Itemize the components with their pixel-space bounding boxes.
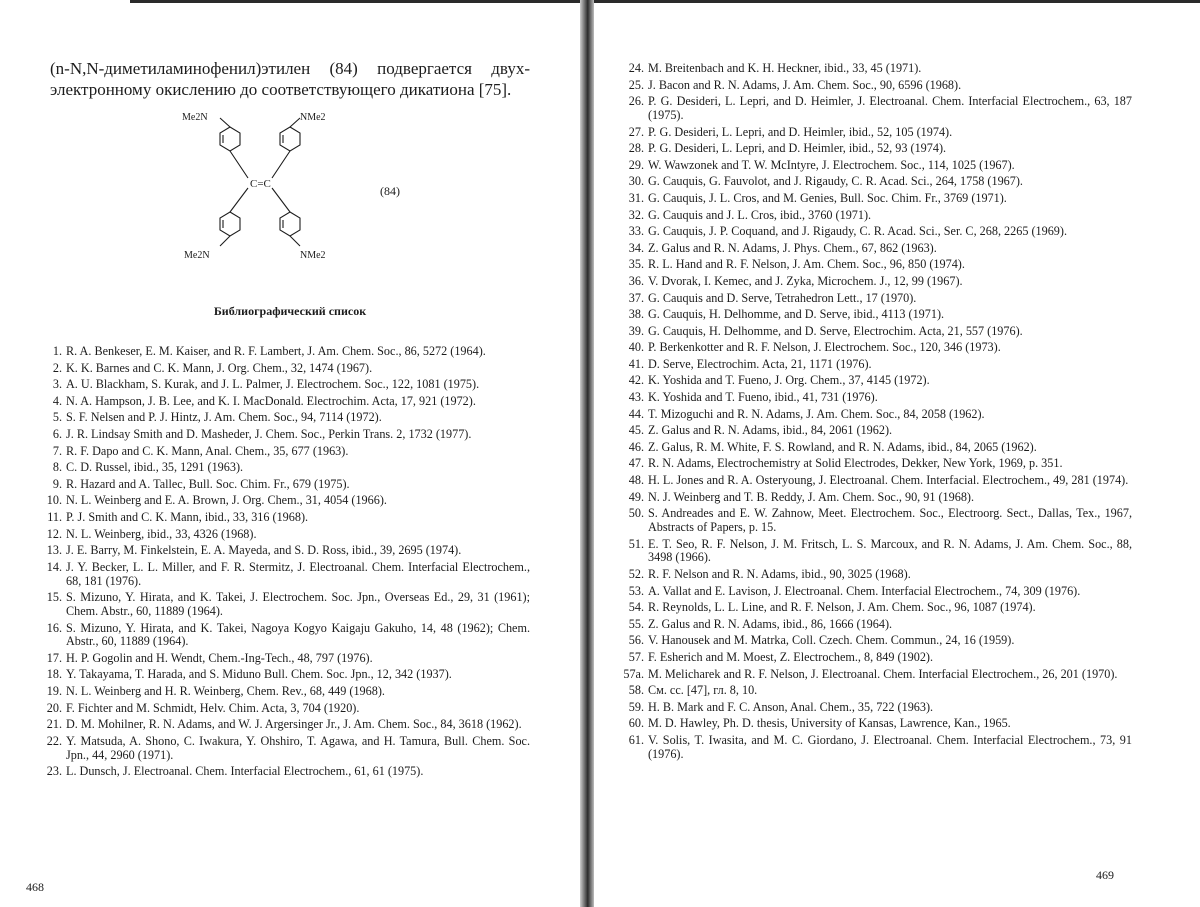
reference-number: 51. [628, 536, 644, 551]
reference-text: W. Wawzonek and T. W. McIntyre, J. Electrochem. Soc., 114, 1025 (1967). [648, 157, 1015, 172]
reference-entry [628, 616, 1132, 632]
reference-number: 48. [628, 473, 644, 488]
reference-text: N. A. Hampson, J. B. Lee, and K. I. MacDonald. Electrochim. Acta, 17, 921 (1972). [66, 393, 476, 408]
reference-text: Y. Matsuda, A. Shono, C. Iwakura, Y. Ohshiro, T. Agawa, and H. Tamura, Bull. Chem. Soc. Jpn., 44, 2960 (1971). [66, 733, 530, 762]
reference-entry [628, 732, 1132, 762]
reference-text: P. G. Desideri, L. Lepri, and D. Heimler, ibid., 52, 93 (1974). [648, 141, 947, 156]
reference-text: F. Fichter and M. Schmidt, Helv. Chim. Acta, 3, 704 (1920). [66, 700, 360, 715]
reference-number: 61. [628, 732, 644, 747]
reference-number: 38. [628, 307, 644, 322]
reference-number: 3. [52, 377, 62, 392]
reference-number: 42. [628, 373, 644, 388]
reference-text: G. Cauquis and D. Serve, Tetrahedron Lett., 17 (1970). [648, 290, 917, 305]
reference-entry [628, 356, 1132, 372]
reference-text: H. P. Gogolin and H. Wendt, Chem.-Ing-Tech., 48, 797 (1976). [66, 650, 373, 665]
reference-text: P. Berkenkotter and R. F. Nelson, J. Electrochem. Soc., 120, 346 (1973). [648, 340, 1001, 355]
reference-number: 30. [628, 174, 644, 189]
intro-line-1: (n-N,N-диметиламинофенил)этилен (84) подвергается двух- [50, 59, 530, 78]
reference-text: J. Bacon and R. N. Adams, J. Am. Chem. Soc., 90, 6596 (1968). [648, 77, 962, 92]
reference-text: R. Hazard and A. Tallec, Bull. Soc. Chim. Fr., 679 (1975). [66, 476, 350, 491]
reference-entry [50, 478, 530, 492]
reference-entry [628, 649, 1132, 665]
reference-entry [628, 141, 1132, 156]
reference-number: 44. [628, 406, 644, 421]
reference-number: 26. [628, 94, 644, 109]
label-me2n-top-left: Me2N [182, 112, 208, 123]
reference-number: 54. [628, 600, 644, 615]
reference-text: N. L. Weinberg and H. R. Weinberg, Chem. Rev., 68, 449 (1968). [66, 684, 385, 699]
reference-text: См. сс. [47], гл. 8, 10. [648, 683, 758, 698]
reference-number: 7. [52, 443, 62, 458]
reference-entry [628, 207, 1132, 223]
reference-text: H. B. Mark and F. C. Anson, Anal. Chem., 35, 722 (1963). [648, 699, 934, 714]
label-me2n-bottom-left: Me2N [184, 250, 210, 261]
reference-text: N. J. Weinberg and T. B. Reddy, J. Am. Chem. Soc., 90, 91 (1968). [648, 489, 975, 504]
reference-number: 17. [46, 650, 62, 665]
reference-entry [628, 240, 1132, 256]
book-gutter [580, 0, 594, 907]
reference-number: 41. [628, 356, 644, 371]
reference-number: 21. [46, 717, 62, 732]
reference-text: A. Vallat and E. Lavison, J. Electroanal. Chem. Interfacial Electrochem., 74, 309 (1976). [648, 583, 1081, 598]
reference-number: 50. [628, 506, 644, 521]
reference-entry [50, 345, 530, 359]
reference-entry [50, 395, 530, 409]
reference-number: 60. [628, 716, 644, 731]
reference-entry [628, 77, 1132, 93]
reference-entry [46, 684, 530, 699]
label-nme2-top-right: NMe2 [300, 112, 326, 123]
reference-text: R. Reynolds, L. L. Line, and R. F. Nelson, J. Am. Chem. Soc., 96, 1087 (1974). [648, 600, 1036, 615]
reference-entry [46, 700, 530, 716]
reference-number: 29. [628, 157, 644, 172]
reference-text: J. Y. Becker, L. L. Miller, and F. R. Stermitz, J. Electroanal. Chem. Interfacial Electrochem., 68, 181 (1976). [66, 559, 530, 588]
reference-entry [46, 667, 530, 682]
reference-number: 19. [46, 684, 62, 699]
reference-text: V. Solis, T. Iwasita, and M. C. Giordano, J. Electroanal. Chem. Interfacial Electrochem., 73, 91 (1976). [648, 732, 1132, 761]
reference-entry [628, 489, 1132, 505]
reference-text: F. Esherich and M. Moest, Z. Electrochem., 8, 849 (1902). [648, 649, 934, 664]
reference-text: J. R. Lindsay Smith and D. Masheder, J. Chem. Soc., Perkin Trans. 2, 1732 (1977). [66, 426, 472, 441]
reference-number: 52. [628, 567, 644, 582]
label-c-c-center: C=C [250, 178, 271, 190]
reference-text: M. Melicharek and R. F. Nelson, J. Electroanal. Chem. Interfacial Electrochem., 26, 201 (1970). [648, 666, 1118, 681]
reference-entry [623, 666, 1132, 682]
top-edge-line [130, 0, 580, 3]
reference-number: 56. [628, 633, 644, 648]
reference-text: K. K. Barnes and C. K. Mann, J. Org. Chem., 32, 1474 (1967). [66, 360, 373, 375]
reference-text: Y. Takayama, T. Harada, and S. Miduno Bull. Chem. Soc. Jpn., 12, 342 (1937). [66, 667, 452, 682]
reference-entry [628, 174, 1132, 189]
reference-entry [628, 439, 1132, 455]
reference-text: S. Mizuno, Y. Hirata, and K. Takei, J. Electrochem. Soc. Jpn., Overseas Ed., 29, 31 (1961); Chem. Abstr., 60, 11889 (1964). [66, 590, 530, 618]
reference-entry [628, 473, 1132, 488]
reference-number: 20. [46, 700, 62, 715]
reference-text: G. Cauquis, J. L. Cros, and M. Genies, Bull. Soc. Chim. Fr., 3769 (1971). [648, 190, 1007, 205]
reference-text: J. E. Barry, M. Finkelstein, E. A. Mayeda, and S. D. Ross, ibid., 39, 2695 (1974). [66, 543, 462, 558]
reference-number: 2. [52, 360, 62, 375]
reference-number: 46. [628, 439, 644, 454]
reference-entry [628, 157, 1132, 173]
reference-entry [628, 600, 1132, 615]
reference-number: 53. [628, 583, 644, 598]
reference-entry [46, 543, 530, 558]
reference-text: H. L. Jones and R. A. Osteryoung, J. Electroanal. Chem. Interfacial. Electrochem., 49, 281 (1974). [648, 473, 1129, 488]
reference-entry [628, 323, 1132, 339]
reference-number: 47. [628, 456, 644, 471]
reference-number: 28. [628, 141, 644, 156]
reference-entry [628, 583, 1132, 599]
reference-entry [50, 378, 530, 392]
reference-text: Z. Galus, R. M. White, F. S. Rowland, and R. N. Adams, ibid., 84, 2065 (1962). [648, 439, 1037, 454]
reference-text: K. Yoshida and T. Fueno, J. Org. Chem., 37, 4145 (1972). [648, 373, 930, 388]
reference-text: Z. Galus and R. N. Adams, ibid., 86, 1666 (1964). [648, 616, 893, 631]
reference-entry [628, 633, 1132, 648]
reference-entry [50, 362, 530, 376]
reference-entry [628, 190, 1132, 206]
section-heading: Библиографический список [213, 304, 367, 318]
page-number-right: 469 [1096, 868, 1114, 882]
reference-text: R. N. Adams, Electrochemistry at Solid Electrodes, Dekker, New York, 1969, p. 351. [648, 456, 1063, 471]
reference-text: S. Andreades and E. W. Zahnow, Meet. Electrochem. Soc., Electroorg. Sect., Dallas, Tex., 1967, Abstracts of Papers, p. 15. [648, 506, 1132, 535]
top-edge-line [594, 0, 1200, 3]
reference-entry [628, 506, 1132, 535]
reference-text: P. G. Desideri, L. Lepri, and D. Heimler, ibid., 52, 105 (1974). [648, 124, 953, 139]
reference-number: 55. [628, 616, 644, 631]
reference-number: 22. [46, 733, 62, 748]
reference-entry [50, 428, 530, 442]
reference-number: 57a. [623, 666, 644, 681]
reference-list-right [623, 61, 1132, 764]
reference-text: S. Mizuno, Y. Hirata, and K. Takei, Nagoya Kogyo Kaigaju Gakuho, 14, 48 (1962); Chem. Abstr., 60, 11889 (1964). [66, 620, 530, 649]
reference-entry [46, 733, 530, 763]
reference-entry [628, 423, 1132, 438]
reference-number: 49. [628, 489, 644, 504]
reference-number: 14. [46, 559, 62, 574]
reference-text: P. J. Smith and C. K. Mann, ibid., 33, 316 (1968). [66, 509, 309, 524]
intro-line-2: электронному окислению до соответствующего дикатиона [75]. [50, 80, 512, 99]
reference-number: 13. [46, 543, 62, 558]
reference-entry [50, 461, 530, 475]
reference-text: M. Breitenbach and K. H. Heckner, ibid., 33, 45 (1971). [648, 61, 922, 75]
reference-entry [628, 61, 1132, 76]
reference-entry [628, 257, 1132, 272]
reference-number: 10. [46, 493, 62, 508]
intro-paragraph [50, 58, 530, 100]
reference-entry [46, 559, 530, 589]
reference-text: G. Cauquis, J. P. Coquand, and J. Rigaudy, C. R. Acad. Sci., Ser. C, 268, 2265 (1969). [648, 224, 1067, 239]
reference-entry [46, 590, 530, 619]
reference-number: 31. [628, 190, 644, 205]
reference-entry [628, 373, 1132, 388]
reference-text: R. F. Nelson and R. N. Adams, ibid., 90, 3025 (1968). [648, 567, 911, 582]
reference-text: N. L. Weinberg and E. A. Brown, J. Org. Chem., 31, 4054 (1966). [66, 493, 387, 508]
label-nme2-bottom-right: NMe2 [300, 250, 326, 261]
reference-text: N. L. Weinberg, ibid., 33, 4326 (1968). [66, 526, 257, 541]
reference-number: 39. [628, 323, 644, 338]
reference-entry [47, 509, 530, 525]
reference-number: 43. [628, 390, 644, 405]
reference-text: P. G. Desideri, L. Lepri, and D. Heimler, J. Electroanal. Chem. Interfacial Electrochem., 63, 187 (1975). [648, 94, 1132, 122]
reference-number: 6. [52, 426, 62, 441]
reference-entry [628, 683, 1132, 698]
reference-text: C. D. Russel, ibid., 35, 1291 (1963). [66, 460, 244, 475]
reference-number: 1. [52, 344, 62, 358]
reference-entry [628, 699, 1132, 715]
reference-entry [628, 94, 1132, 123]
reference-text: G. Cauquis, G. Fauvolot, and J. Rigaudy, C. R. Acad. Sci., 264, 1758 (1967). [648, 174, 1023, 189]
reference-text: G. Cauquis and J. L. Cros, ibid., 3760 (1971). [648, 207, 872, 222]
reference-entry [628, 307, 1132, 322]
reference-number: 11. [47, 509, 62, 524]
reference-entry [46, 717, 530, 732]
reference-text: G. Cauquis, H. Delhomme, and D. Serve, Electrochim. Acta, 21, 557 (1976). [648, 323, 1023, 338]
reference-text: R. L. Hand and R. F. Nelson, J. Am. Chem. Soc., 96, 850 (1974). [648, 257, 965, 272]
reference-number: 34. [628, 240, 644, 255]
reference-entry [628, 390, 1132, 405]
reference-number: 18. [46, 667, 62, 682]
reference-number: 40. [628, 340, 644, 355]
reference-number: 35. [628, 257, 644, 272]
reference-entry [46, 650, 530, 666]
reference-number: 8. [52, 460, 62, 475]
reference-entry [628, 340, 1132, 355]
reference-text: R. F. Dapo and C. K. Mann, Anal. Chem., 35, 677 (1963). [66, 443, 349, 458]
reference-text: M. D. Hawley, Ph. D. thesis, University of Kansas, Lawrence, Kan., 1965. [648, 716, 1011, 731]
reference-entry [628, 273, 1132, 289]
reference-number: 25. [628, 77, 644, 92]
reference-text: V. Dvorak, I. Kemec, and J. Zyka, Microchem. J., 12, 99 (1967). [648, 273, 963, 288]
reference-number: 27. [628, 124, 644, 139]
reference-list-left [46, 344, 530, 782]
reference-text: G. Cauquis, H. Delhomme, and D. Serve, ibid., 4113 (1971). [648, 307, 945, 322]
reference-text: L. Dunsch, J. Electroanal. Chem. Interfacial Electrochem., 61, 61 (1975). [66, 764, 424, 779]
reference-entry [628, 224, 1132, 239]
reference-entry [46, 526, 530, 542]
reference-number: 37. [628, 290, 644, 305]
reference-text: S. F. Nelsen and P. J. Hintz, J. Am. Chem. Soc., 94, 7114 (1972). [66, 410, 382, 425]
reference-entry [628, 567, 1132, 582]
reference-number: 12. [46, 526, 62, 541]
reference-entry [628, 406, 1132, 422]
compound-number: (84) [380, 184, 400, 198]
reference-text: D. Serve, Electrochim. Acta, 21, 1171 (1976). [648, 356, 872, 371]
reference-number: 58. [628, 683, 644, 698]
reference-number: 16. [46, 620, 62, 635]
reference-entry [46, 493, 530, 508]
reference-text: K. Yoshida and T. Fueno, ibid., 41, 731 (1976). [648, 390, 878, 405]
reference-entry [628, 536, 1132, 566]
reference-number: 36. [628, 273, 644, 288]
reference-number: 33. [628, 224, 644, 239]
reference-number: 15. [46, 590, 62, 605]
reference-entry [46, 764, 530, 779]
reference-entry [46, 620, 530, 650]
reference-number: 9. [52, 476, 62, 491]
reference-number: 45. [628, 423, 644, 438]
reference-number: 32. [628, 207, 644, 222]
reference-entry [50, 411, 530, 425]
reference-number: 57. [628, 649, 644, 664]
reference-text: Z. Galus and R. N. Adams, ibid., 84, 2061 (1962). [648, 423, 893, 438]
reference-text: Z. Galus and R. N. Adams, J. Phys. Chem., 67, 862 (1963). [648, 240, 937, 255]
reference-number: 24. [628, 61, 644, 75]
reference-text: D. M. Mohilner, R. N. Adams, and W. J. Argersinger Jr., J. Am. Chem. Soc., 84, 3618 (1962). [66, 717, 522, 732]
reference-number: 23. [46, 764, 62, 779]
reference-text: R. A. Benkeser, E. M. Kaiser, and R. F. Lambert, J. Am. Chem. Soc., 86, 5272 (1964). [66, 344, 486, 358]
reference-entry [628, 290, 1132, 306]
reference-text: T. Mizoguchi and R. N. Adams, J. Am. Chem. Soc., 84, 2058 (1962). [648, 406, 985, 421]
reference-text: E. T. Seo, R. F. Nelson, J. M. Fritsch, L. S. Marcoux, and R. N. Adams, J. Am. Chem. Soc., 88, 3498 (1966). [648, 536, 1132, 565]
left-page [0, 0, 580, 907]
reference-text: A. U. Blackham, S. Kurak, and J. L. Palmer, J. Electrochem. Soc., 122, 1081 (1975). [66, 377, 480, 392]
right-page [594, 0, 1200, 907]
reference-text: V. Hanousek and M. Matrka, Coll. Czech. Chem. Commun., 24, 16 (1959). [648, 633, 1015, 648]
reference-entry [628, 456, 1132, 471]
page-number-left: 468 [26, 880, 44, 894]
reference-number: 59. [628, 699, 644, 714]
reference-number: 5. [52, 410, 62, 425]
reference-entry [628, 124, 1132, 140]
reference-number: 4. [52, 393, 62, 408]
reference-entry [50, 445, 530, 459]
reference-entry [628, 716, 1132, 731]
